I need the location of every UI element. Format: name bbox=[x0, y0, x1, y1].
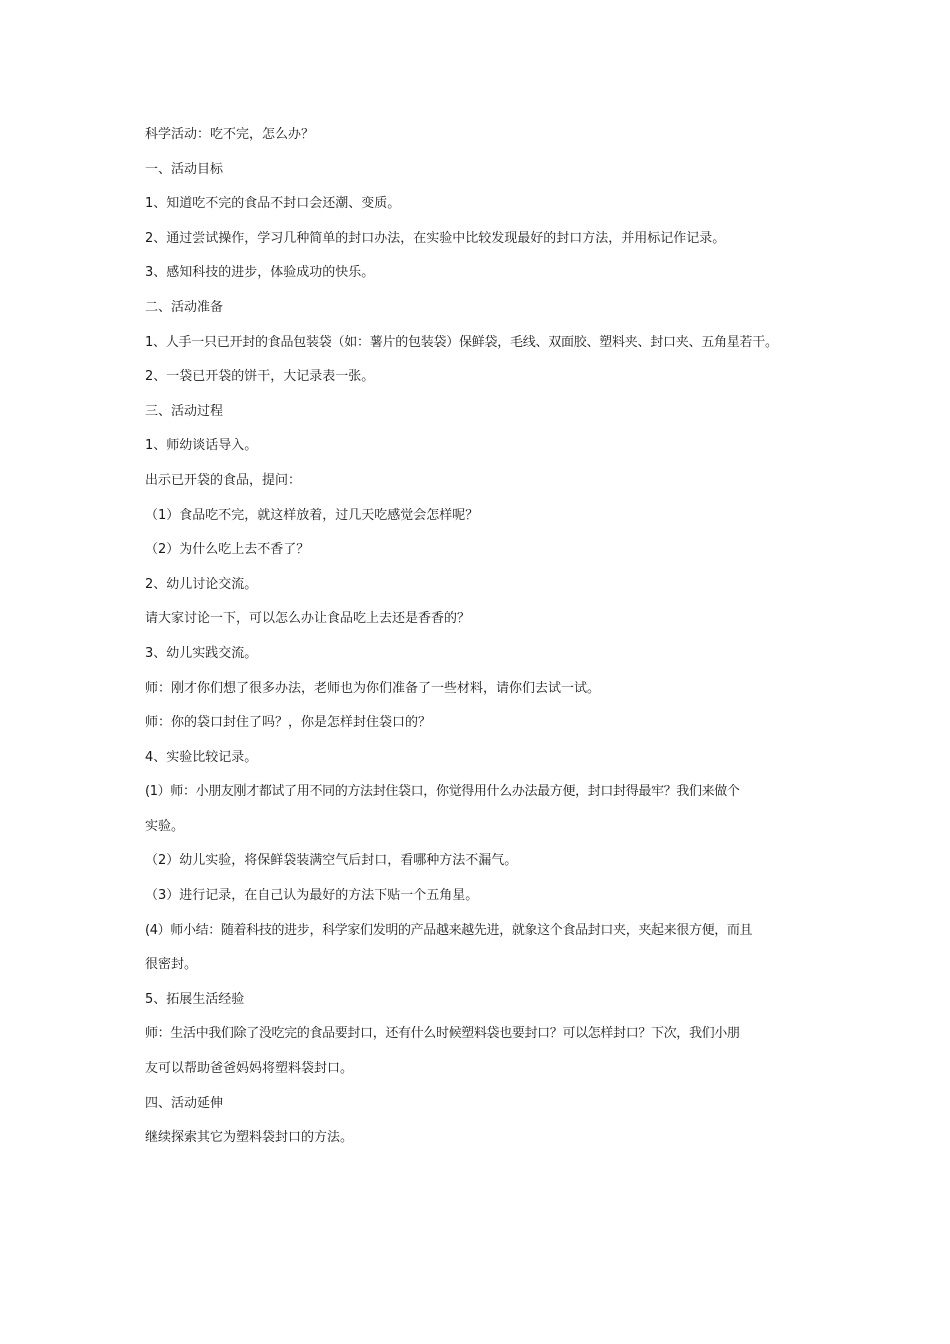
section-heading: 三、活动过程 bbox=[145, 403, 224, 419]
paragraph: 1、师幼谈话导入。 bbox=[145, 438, 258, 454]
paragraph-continuation: 友可以帮助爸爸妈妈将塑料袋封口。 bbox=[145, 1061, 354, 1077]
paragraph: 请大家讨论一下，可以怎么办让食品吃上去还是香香的？ bbox=[145, 611, 471, 627]
paragraph: (4）师小结：随着科技的进步，科学家们发明的产品越来越先进，就象这个食品封口夹，夹起来很方便，而且 bbox=[145, 922, 753, 938]
paragraph: 2、幼儿讨论交流。 bbox=[145, 576, 258, 592]
paragraph: 1、知道吃不完的食品不封口会还潮、变质。 bbox=[145, 196, 401, 212]
section-heading: 二、活动准备 bbox=[145, 299, 224, 315]
paragraph: 1、人手一只已开封的食品包装袋（如：薯片的包装袋）保鲜袋，毛线、双面胶、塑料夹、封口夹、五角星若干。 bbox=[145, 334, 778, 350]
document-title: 科学活动：吃不完，怎么办？ bbox=[145, 127, 315, 142]
paragraph: 4、实验比较记录。 bbox=[145, 749, 258, 765]
paragraph: （2）为什么吃上去不香了？ bbox=[145, 542, 310, 558]
section-heading: 四、活动延伸 bbox=[145, 1095, 224, 1111]
paragraph: 师：你的袋口封住了吗？，你是怎样封住袋口的？ bbox=[145, 715, 432, 731]
paragraph: （2）幼儿实验，将保鲜袋装满空气后封口，看哪种方法不漏气。 bbox=[145, 853, 518, 869]
paragraph-continuation: 很密封。 bbox=[145, 957, 198, 973]
paragraph: 2、一袋已开袋的饼干，大记录表一张。 bbox=[145, 369, 375, 385]
paragraph: 出示已开袋的食品，提问： bbox=[145, 472, 302, 488]
paragraph: (1）师：小朋友刚才都试了用不同的方法封住袋口，你觉得用什么办法最方便，封口封得最牢？我们来做个 bbox=[145, 784, 740, 800]
section-heading: 一、活动目标 bbox=[145, 161, 224, 177]
paragraph: （3）进行记录，在自己认为最好的方法下贴一个五角星。 bbox=[145, 888, 479, 904]
paragraph: 师：刚才你们想了很多办法，老师也为你们准备了一些材料，请你们去试一试。 bbox=[145, 680, 601, 696]
paragraph: 继续探索其它为塑料袋封口的方法。 bbox=[145, 1130, 354, 1146]
paragraph-continuation: 实验。 bbox=[145, 818, 185, 834]
paragraph: 5、拓展生活经验 bbox=[145, 991, 245, 1007]
paragraph: 3、幼儿实践交流。 bbox=[145, 645, 258, 661]
paragraph: 师：生活中我们除了没吃完的食品要封口，还有什么时候塑料袋也要封口？可以怎样封口？下次，我们小朋 bbox=[145, 1026, 740, 1042]
paragraph: 3、感知科技的进步，体验成功的快乐。 bbox=[145, 265, 375, 281]
paragraph: （1）食品吃不完，就这样放着，过几天吃感觉会怎样呢？ bbox=[145, 507, 479, 523]
paragraph: 2、通过尝试操作，学习几种简单的封口办法，在实验中比较发现最好的封口方法，并用标记作记录。 bbox=[145, 230, 726, 246]
document-body bbox=[145, 125, 815, 1163]
